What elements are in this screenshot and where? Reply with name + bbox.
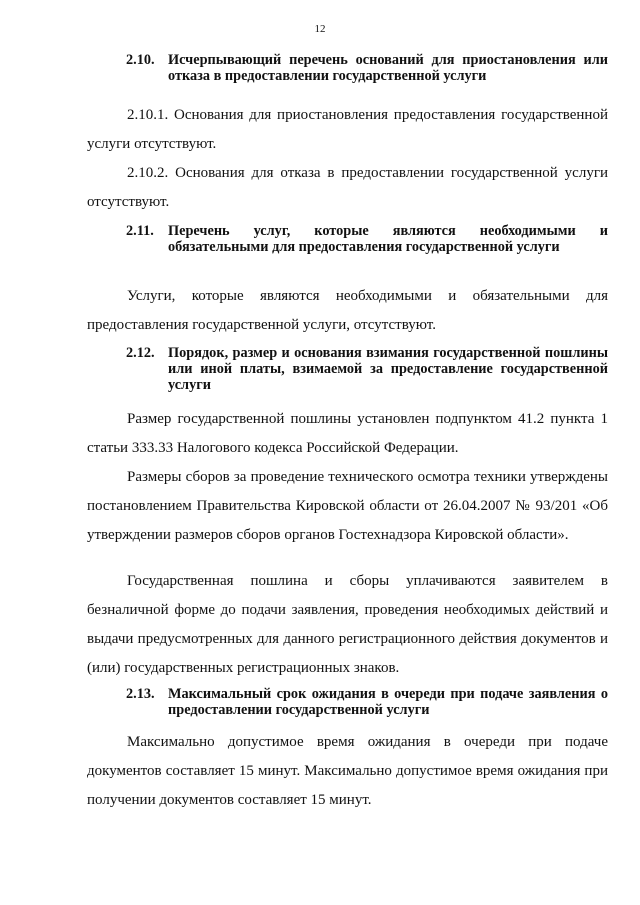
section-title: Максимальный срок ожидания в очереди при подаче заявления о предоставлении государственной услуги: [168, 686, 608, 718]
section-heading-2-10: [126, 52, 608, 84]
section-number: 2.11.: [126, 223, 154, 239]
section-title: Перечень услуг, которые являются необходимыми и обязательными для предоставления государственной услуги: [168, 223, 608, 255]
section-heading-2-13: [126, 686, 608, 718]
section-number: 2.10.: [126, 52, 155, 68]
paragraph: Услуги, которые являются необходимыми и обязательными для предоставления государственной услуги, отсутствуют.: [87, 288, 608, 333]
page-number: 12: [314, 23, 326, 35]
section-number: 2.13.: [126, 686, 155, 702]
section-heading-2-11: [126, 223, 608, 255]
paragraph: Размеры сборов за проведение технического осмотра техники утверждены постановлением Правительства Кировской области от 26.04.2007 № 93/201 «Об утверждении размеров сборов органов Гостехнадзора Кировской области».: [87, 469, 608, 543]
section-title: Порядок, размер и основания взимания государственной пошлины или иной платы, взимаемой за предоставление государственной услуги: [168, 345, 608, 393]
section-number: 2.12.: [126, 345, 155, 361]
paragraph: 2.10.1. Основания для приостановления предоставления государственной услуги отсутствуют.: [87, 107, 608, 152]
paragraph: Государственная пошлина и сборы уплачиваются заявителем в безналичной форме до подачи заявления, проведения необходимых действий и выдачи предусмотренных для данного регистрационного действия документов и (или) государственных регистрационных знаков.: [87, 573, 608, 676]
paragraph: Максимально допустимое время ожидания в очереди при подаче документов составляет 15 минут. Максимально допустимое время ожидания при получении документов составляет 15 минут.: [87, 734, 608, 808]
paragraph: 2.10.2. Основания для отказа в предоставлении государственной услуги отсутствуют.: [87, 165, 608, 210]
paragraph: Размер государственной пошлины установлен подпунктом 41.2 пункта 1 статьи 333.33 Налогового кодекса Российской Федерации.: [87, 411, 608, 456]
section-heading-2-12: [126, 345, 608, 393]
section-title: Исчерпывающий перечень оснований для приостановления или отказа в предоставлении государственной услуги: [168, 52, 608, 84]
